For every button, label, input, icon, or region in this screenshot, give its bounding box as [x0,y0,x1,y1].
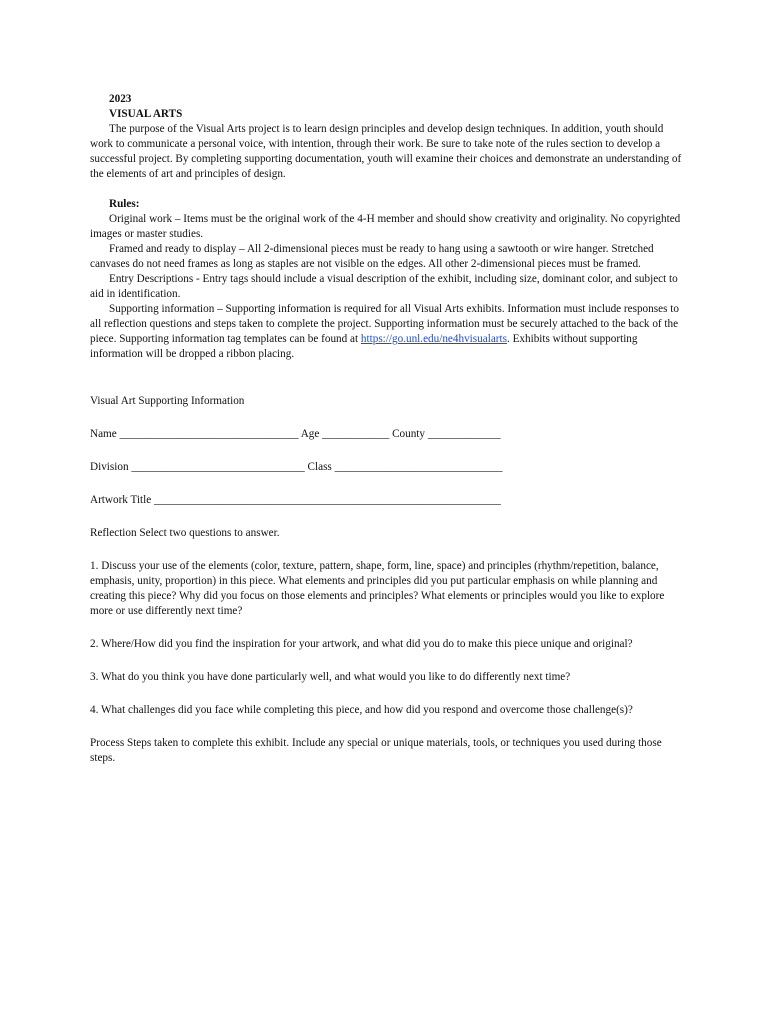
rule-entry-descriptions: Entry Descriptions - Entry tags should include a visual description of the exhibit, including size, dominant color, and subject to aid in identification. [90,273,678,300]
age-label: Age [300,428,320,440]
supporting-after-text: . Exhibits without supporting information will be dropped a ribbon placing. [90,333,638,360]
intro-paragraph: The purpose of the Visual Arts project is to learn design principles and develop design techniques. In addition, youth should work to communicate a personal voice, with intention, through their work. Be sure to take note of the rules section to develop a successful project. By completing supporting documentation, youth will examine their choices and demonstrate an understanding of the elements of art and principles of design. [90,123,682,180]
rule-framed: Framed and ready to display – All 2-dimensional pieces must be ready to hang using a sawtooth or wire hanger. Stretched canvases do not need frames as long as staples are not visible on the edges. All other 2-dimensional pieces must be framed. [90,243,654,270]
form-title: Visual Art Supporting Information [90,395,245,407]
artwork-title-label: Artwork Title [90,494,152,506]
division-class-row [90,460,685,475]
age-field[interactable]: ____________ [322,428,390,440]
division-field[interactable]: _______________________________ [131,461,305,473]
document-title: VISUAL ARTS [109,108,183,120]
document-year: 2023 [109,93,132,105]
name-label: Name [90,428,117,440]
name-field[interactable]: ________________________________ [119,428,299,440]
process-steps: Process Steps taken to complete this exhibit. Include any special or unique materials, tools, or techniques you used during those steps. [90,737,662,764]
class-field[interactable]: ______________________________ [334,461,503,473]
supporting-text: Supporting information – Supporting information is required for all Visual Arts exhibits. Information must include responses to all reflection questions and steps taken to complete the project. Supporting information must be securely attached to the back of the piece. Supporting information tag templates can be found at [90,303,679,345]
county-field[interactable]: _____________ [427,428,501,440]
artwork-title-row [90,493,685,508]
reflection-question-4: 4. What challenges did you face while completing this piece, and how did you respond and overcome those challenge(s)? [90,704,633,716]
document-body [90,92,685,766]
supporting-info-link[interactable]: https://go.unl.edu/ne4hvisualarts [360,333,507,345]
name-age-county-row [90,427,685,442]
rules-heading: Rules: [109,198,140,210]
reflection-question-1: 1. Discuss your use of the elements (color, texture, pattern, shape, form, line, space) and principles (rhythm/repetition, balance, emphasis, unity, proportion) in this piece. What elements and principles did you put particular emphasis on while planning and creating this piece? Why did you focus on those elements and principles? What elements or principles would you like to explore more or use differently next time? [90,560,665,617]
reflection-intro: Reflection Select two questions to answer. [90,527,280,539]
reflection-question-3: 3. What do you think you have done particularly well, and what would you like to do differently next time? [90,671,571,683]
class-label: Class [307,461,332,473]
reflection-question-2: 2. Where/How did you find the inspiration for your artwork, and what did you do to make this piece unique and original? [90,638,633,650]
artwork-title-field[interactable]: ______________________________________________________________ [154,494,501,506]
rule-original-work: Original work – Items must be the original work of the 4-H member and should show creativity and originality. No copyrighted images or master studies. [90,213,681,240]
header-block [90,92,685,122]
county-label: County [392,428,426,440]
rule-supporting-information [90,302,685,362]
division-label: Division [90,461,129,473]
